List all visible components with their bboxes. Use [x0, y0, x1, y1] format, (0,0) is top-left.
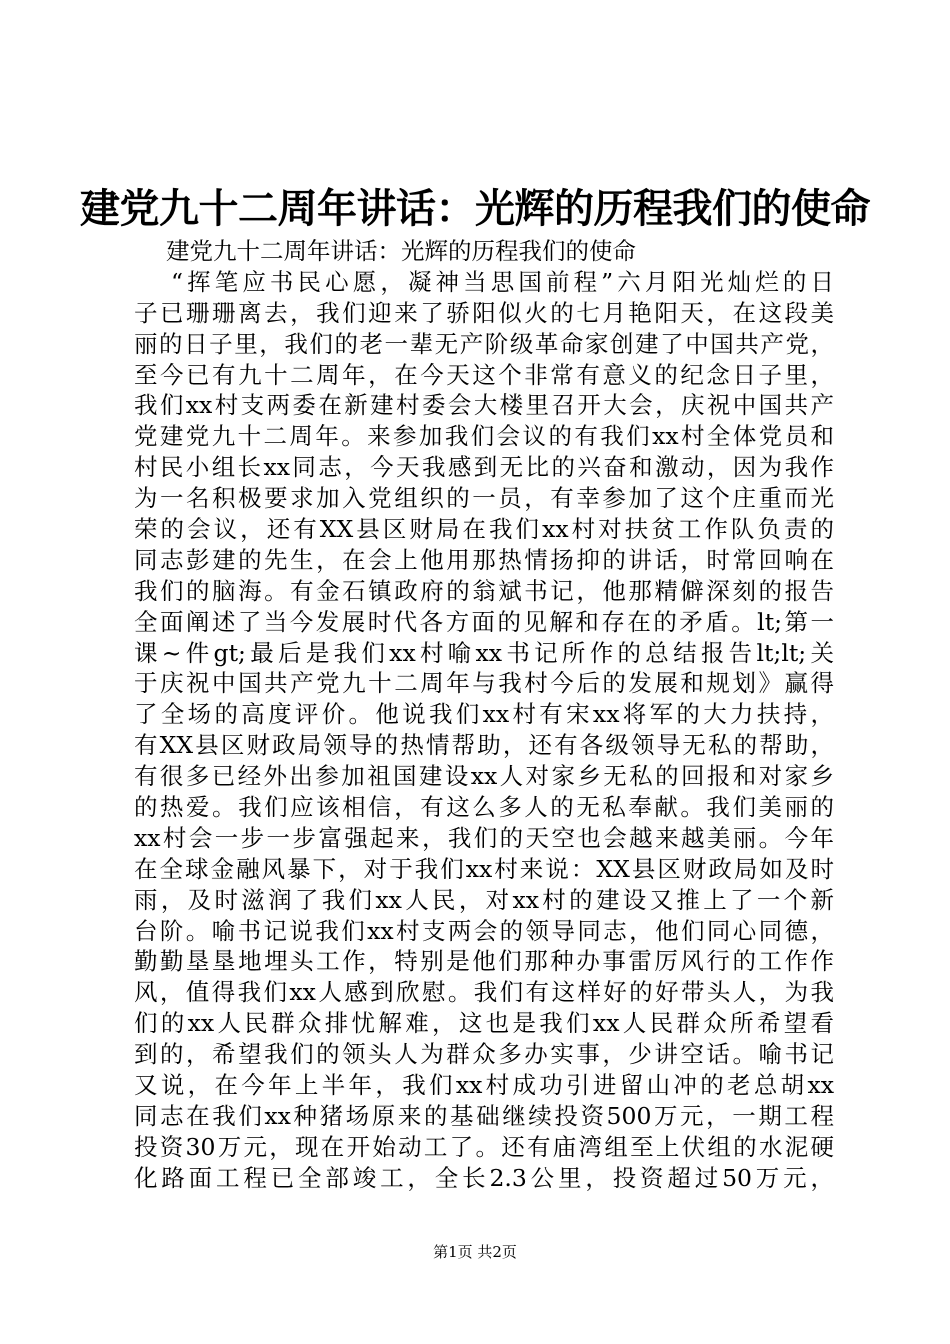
text-line: 同志彭建的先生，在会上他用那热情扬抑的讲话，时常回响在 — [134, 545, 834, 574]
page-title: 建党九十二周年讲话：光辉的历程我们的使命 — [80, 186, 870, 232]
text-line: 同志在我们xx种猪场原来的基础继续投资500万元，一期工程 — [134, 1101, 834, 1130]
text-line: 到的，希望我们的领头人为群众多办实事，少讲空话。喻书记 — [134, 1040, 834, 1069]
page-footer: 第1页 共2页 — [433, 1243, 517, 1261]
text-line: 全面阐述了当今发展时代各方面的见解和存在的矛盾。lt;第一 — [134, 607, 834, 636]
text-line: 我们xx村支两委在新建村委会大楼里召开大会，庆祝中国共产 — [134, 391, 834, 420]
text-line: 又说，在今年上半年，我们xx村成功引进留山冲的老总胡xx — [134, 1071, 834, 1100]
text-line: 风，值得我们xx人感到欣慰。我们有这样好的好带头人，为我 — [134, 978, 834, 1007]
text-line: 化路面工程已全部竣工，全长2.3公里，投资超过50万元， — [134, 1163, 834, 1192]
text-line: 的热爱。我们应该相信，有这么多人的无私奉献。我们美丽的 — [134, 793, 834, 822]
text-line: 在全球金融风暴下，对于我们xx村来说：XX县区财政局如及时 — [134, 854, 834, 883]
text-line: 课~件gt;最后是我们xx村喻xx书记所作的总结报告lt;lt;关 — [134, 638, 834, 667]
text-line: 丽的日子里，我们的老一辈无产阶级革命家创建了中国共产党， — [134, 329, 834, 358]
text-line: 有很多已经外出参加祖国建设xx人对家乡无私的回报和对家乡 — [134, 762, 834, 791]
text-line: 党建党九十二周年。来参加我们会议的有我们xx村全体党员和 — [134, 422, 834, 451]
text-line: 子已珊珊离去，我们迎来了骄阳似火的七月艳阳天，在这段美 — [134, 298, 834, 327]
text-line: xx村会一步一步富强起来，我们的天空也会越来越美丽。今年 — [134, 823, 834, 852]
text-line: 荣的会议，还有XX县区财局在我们xx村对扶贫工作队负责的 — [134, 515, 834, 544]
document-body — [134, 236, 834, 1194]
text-line: 投资30万元，现在开始动工了。还有庙湾组至上伏组的水泥硬 — [134, 1132, 834, 1161]
text-line: 我们的脑海。有金石镇政府的翁斌书记，他那精僻深刻的报告 — [134, 576, 834, 605]
text-line: “挥笔应书民心愿，凝神当思国前程”六月阳光灿烂的日 — [171, 267, 834, 296]
text-line: 雨，及时滋润了我们xx人民，对xx村的建设又推上了一个新 — [134, 885, 834, 914]
text-line: 勤勤垦垦地埋头工作，特别是他们那种办事雷厉风行的工作作 — [134, 947, 834, 976]
text-line: 至今已有九十二周年，在今天这个非常有意义的纪念日子里， — [134, 360, 834, 389]
text-line: 为一名积极要求加入党组织的一员，有幸参加了这个庄重而光 — [134, 484, 834, 513]
text-line: 村民小组长xx同志，今天我感到无比的兴奋和激动，因为我作 — [134, 453, 834, 482]
text-line: 了全场的高度评价。他说我们xx村有宋xx将军的大力扶持， — [134, 700, 834, 729]
text-line: 台阶。喻书记说我们xx村支两会的领导同志，他们同心同德， — [134, 916, 834, 945]
text-line: 有XX县区财政局领导的热情帮助，还有各级领导无私的帮助， — [134, 731, 834, 760]
text-line: 们的xx人民群众排忧解难，这也是我们xx人民群众所希望看 — [134, 1009, 834, 1038]
text-line: 于庆祝中国共产党九十二周年与我村今后的发展和规划》赢得 — [134, 669, 834, 698]
text-line: 建党九十二周年讲话：光辉的历程我们的使命 — [166, 237, 636, 265]
